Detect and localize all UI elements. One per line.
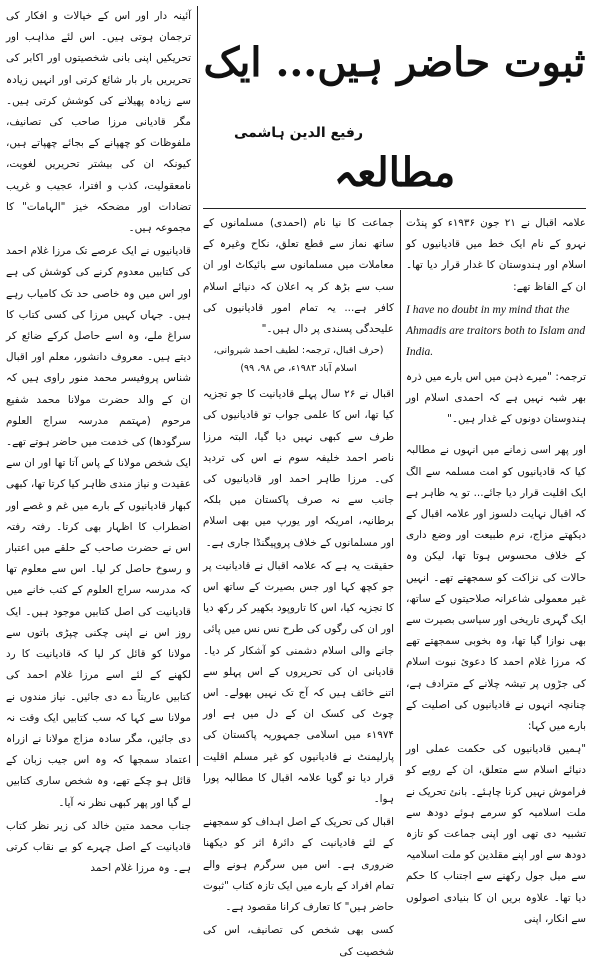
english-quote: I have no doubt in my mind that the Ahmadis are traitors both to Islam and India. [406,303,586,358]
middle-column [203,213,394,965]
column-divider [400,210,401,766]
paragraph: اقبال کی تحریک کے اصل اہداف کو سمجھنے کے لئے قادیانیت کے دائرۂ اثر کو دیکھنا ضروری ہے۔ اس میں سرگرم ہونے والے تمام افراد کے بارے میں ایک تازہ کتاب "ثبوت حاضر ہیں" کا تعارف کرانا مقصود ہے۔ [203,816,394,914]
translation: ترجمہ: "میرے ذہن میں اس بارے میں ذرہ بھر شبہ نہیں ہے کہ احمدی اسلام اور ہندوستان دونوں کے غدار ہیں۔" [406,370,586,426]
column-divider [197,6,198,766]
paragraph: کسی بھی شخص کی تصانیف، اس کی شخصیت کی [203,924,394,958]
paragraph: حقیقت یہ ہے کہ علامہ اقبال نے قادیانیت پر جو کچھ کہا اور جس بصیرت کے ساتھ اس کا تجزیہ کیا، اس کا تاروپود بکھیر کر رکھ دیا اور ان کی رگوں کی طرح نس نس میں پائی جانے والی اسلام دشمنی کو آشکار کر دیا۔ قادیانی ان کی تحریروں کے اس پہلو سے اتنے خائف ہیں کہ آج تک نہیں بھولے۔ اس چوٹ کی کسک ان کے دل میں ہے اور ۱۹۷۴ء میں اسلامی جمہوریہ پاکستان کی پارلیمنٹ نے قادیانیوں کو غیر مسلم اقلیت قرار دیا تو گویا علامہ اقبال کا مطالبہ پورا ہوا۔ [203,559,394,806]
author-byline: رفیع الدین ہاشمی [233,125,364,141]
paragraph: آئینہ دار اور اس کے خیالات و افکار کی ترجمان ہوتی ہیں۔ اس لئے مذاہب اور تحریکیں اپنی بانی شخصیتوں اور اکابر کی تحریریں بار بار شائع کرتی اور انہیں زیادہ سے زیادہ پھیلانے کی کوشش کرتی ہیں۔ مگر قادیانی مرزا صاحب کی تصانیف، ملفوظات کو چھپانے کے بجائے چھپاتے ہیں، کیونکہ ان کی بیشتر تحریریں لغویت، نامعقولیت، کذب و افترا، عجیب و غریب تضادات اور مضحکہ خیز "الہامات" کا مجموعہ ہیں۔ [6,10,191,235]
article-header [203,6,586,206]
paragraph: جناب محمد متین خالد کی زیر نظر کتاب قادیانیت کے اصل چہرے کو بے نقاب کرتی ہے۔ وہ مرزا غلام احمد [6,819,191,875]
left-column [6,6,191,881]
paragraph: جماعت کا نیا نام (احمدی) مسلمانوں کے ساتھ نماز سے قطع تعلق، نکاح وغیرہ کے معاملات میں مسلمانوں سے بائیکاٹ اور ان سب سے بڑھ کر یہ اعلان کہ دنیائے اسلام کافر ہے... یہ تمام امور قادیانیوں کی علیحدگی پسندی پر دال ہیں۔" [203,217,394,336]
paragraph: "ہمیں قادیانیوں کی حکمت عملی اور دنیائے اسلام سے متعلق، ان کے رویے کو فراموش نہیں کرنا چاہئے۔ بانئ تحریک نے ملت اسلامیہ کو سرمے ہوئے دودھ سے تشبیہ دی تھی اور اپنی جماعت کو تازہ دودھ سے اور اپنے مقلدین کو ملت اسلامیہ سے میل جول رکھنے سے اجتناب کا حکم دیا تھا۔ علاوہ بریں ان کا بنیادی اصولوں سے انکار، اپنی [406,743,586,925]
paragraph: اقبال نے ۲۶ سال پہلے قادیانیت کا جو تجزیہ کیا تھا، اس کا علمی جواب تو قادیانیوں کی طرف سے کبھی نہیں دیا گیا، البتہ مرزا ناصر احمد خلیفہ سوم نے اس کی تردید کی۔ مرزا طاہر احمد اور قادیانیوں کی جانب سے نہ صرف پاکستان میں بلکہ برطانیہ، امریکہ اور یورپ میں بھی اسلام اور مسلمانوں کے خلاف پروپیگنڈا جاری ہے۔ [203,388,394,549]
citation: (حرف اقبال، ترجمہ: لطیف احمد شیروانی، اسلام آباد ۱۹۸۳ء، ص ۹۸، ۹۹) [213,345,384,375]
right-column [406,213,586,932]
paragraph: علامہ اقبال نے ۲۱ جون ۱۹۳۶ء کو پنڈت نہرو کے نام ایک خط میں قادیانیوں کو اسلام اور ہندوستان کا غدار قرار دیا تھا۔ ان کے الفاظ تھے: [406,217,586,293]
article-title: ثبوت حاضر ہیں... ایک مطالعہ [203,39,586,196]
paragraph: اور پھر اسی زمانے میں انہوں نے مطالبہ کیا کہ قادیانیوں کو امت مسلمہ سے الگ ایک اقلیت قرار دیا جائے... تو یہ ظاہر ہے کہ اقبال نہایت دلسوز اور علامہ اقبال کے دیکھتے مزاج، نرم طبیعت اور وضع داری کے خلاف محسوس ہوتا تھا، لیکن وہ حالات کی نزاکت کو سمجھتے تھے۔ انہیں غیر معمولی شاعرانہ صلاحیتوں کے ساتھ، ایک گہری تاریخی اور سیاسی بصیرت سے بھی نوازا گیا تھا، وہ بخوبی سمجھتے تھے کہ مرزا غلام احمد کا دعوئ نبوت اسلام کی جڑوں پر تیشہ چلانے کے مترادف ہے، چنانچہ انہوں نے قادیانیوں کی اصلیت کے بارے میں کہا: [406,444,586,733]
paragraph: قادیانیوں نے ایک عرصے تک مرزا غلام احمد کی کتابیں معدوم کرنے کی کوشش کی ہے اور اس میں وہ خاصی حد تک کامیاب رہے ہیں۔ جہاں کہیں مرزا کی کسی کتاب کا سراغ ملے، وہ اسے حاصل کرکے ضائع کر دیتے ہیں۔ معروف دانشور، معلم اور اقبال شناس پروفیسر محمد منور راوی ہیں کہ ان کے والد حضرت مولانا محمد شفیع مرحوم (مہتمم مدرسہ سراج العلوم سرگودھا) کی خدمت میں حاضر ہوتے تھے۔ ایک شخص مولانا کے پاس آتا تھا اور ان سے عقیدت و نیاز مندی ظاہر کیا کرتا تھا، کبھی کبھار قادیانیوں کے بارے میں غم و غصے اور اضطراب کا اظہار بھی کرتا۔ رفتہ رفتہ اس نے حضرت صاحب کے حلقے میں اعتبار و رسوخ حاصل کر لیا۔ اس سے معلوم تھا کہ مدرسہ سراج العلوم کے کتب خانے میں قادیانیت کی اصل کتابیں موجود ہیں۔ ایک روز اس نے اپنی چکنی چپڑی باتوں سے مولانا کو قائل کر لیا کہ قادیانیت کا رد لکھنے کے لئے اسے مرزا غلام احمد کی کتابیں عاریتاً دے دی جائیں۔ نیاز مندوں نے مولانا سے کہا کہ سب کتابیں ایک وقت نہ دی جائیں، مگر سادہ مزاج مولانا نے ازراہ اعتماد سمجھا کہ وہ اس جیب زبان کے قائل ہو چکے تھے، وہ شخص ساری کتابیں لے گیا اور پھر کبھی نظر نہ آیا۔ [6,245,191,809]
